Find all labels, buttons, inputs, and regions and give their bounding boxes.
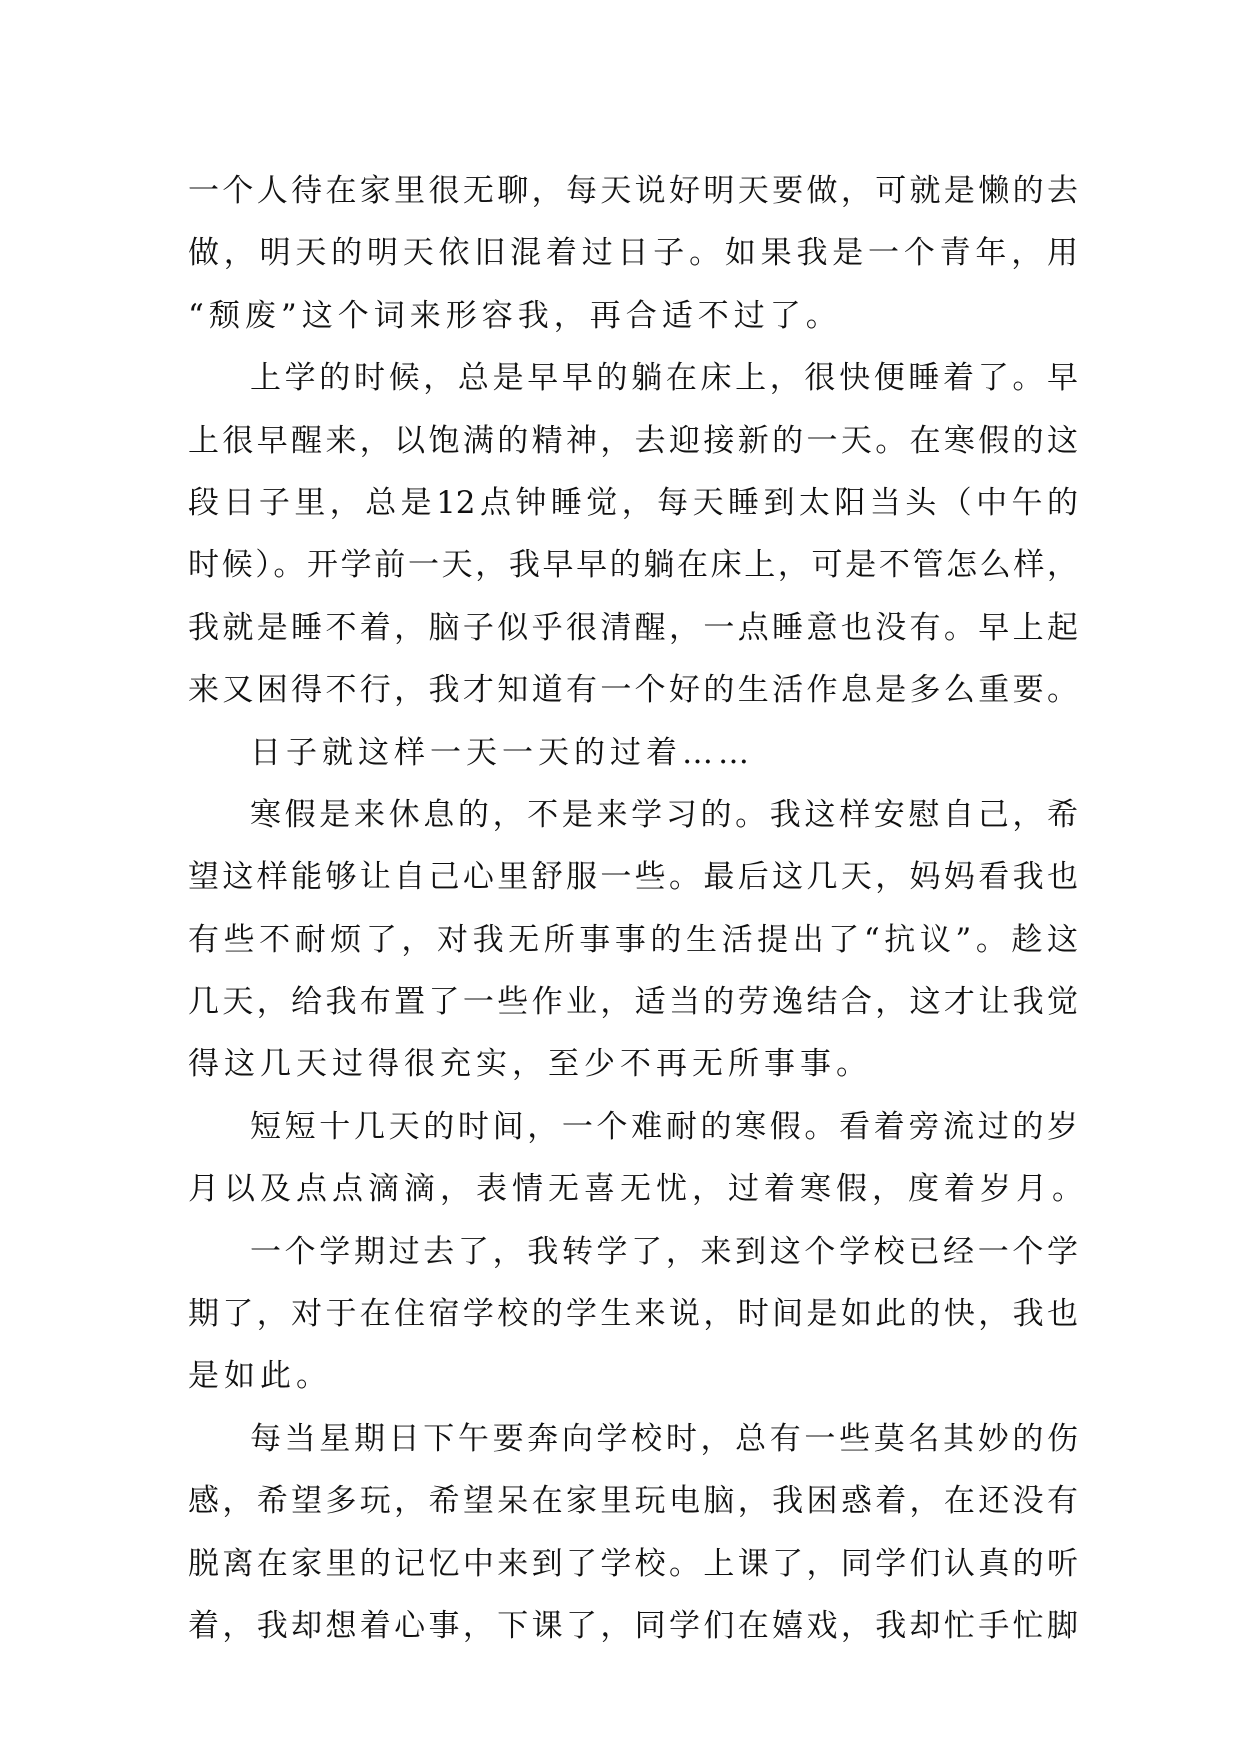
text-line: 一个学期过去了，我转学了，来到这个学校已经一个学 [250, 1233, 1078, 1270]
text-line: 脱离在家里的记忆中来到了学校。上课了，同学们认真的听 [188, 1545, 1078, 1582]
text-line: 一个人待在家里很无聊，每天说好明天要做，可就是懒的去 [188, 173, 1078, 209]
text-line: 上学的时候，总是早早的躺在床上，很快便睡着了。早 [250, 360, 1078, 397]
text-line: 我就是睡不着，脑子似乎很清醒，一点睡意也没有。早上起 [188, 609, 1078, 646]
text-line: 做，明天的明天依旧混着过日子。如果我是一个青年，用 [188, 235, 1078, 272]
text-line: 上很早醒来，以饱满的精神，去迎接新的一天。在寒假的这 [188, 422, 1078, 459]
text-line: 时候）。开学前一天，我早早的躺在床上，可是不管怎么样， [188, 547, 1078, 584]
text-line: 得这几天过得很充实，至少不再无所事事。 [188, 1046, 872, 1083]
document-body [188, 160, 1088, 1657]
text-line: 月以及点点滴滴，表情无喜无忧，过着寒假，度着岁月。 [188, 1171, 1088, 1208]
text-line: 段日子里，总是12点钟睡觉，每天睡到太阳当头（中午的 [188, 484, 1078, 521]
text-line: 期了，对于在住宿学校的学生来说，时间是如此的快，我也 [188, 1296, 1078, 1333]
text-line: 望这样能够让自己心里舒服一些。最后这几天，妈妈看我也 [188, 859, 1078, 896]
text-line: 是如此。 [188, 1358, 332, 1395]
text-line: 每当星期日下午要奔向学校时，总有一些莫名其妙的伤 [250, 1420, 1078, 1457]
text-line: 日子就这样一天一天的过着…… [250, 734, 754, 771]
text-line: 感，希望多玩，希望呆在家里玩电脑，我困惑着，在还没有 [188, 1483, 1078, 1520]
text-line: 有些不耐烦了，对我无所事事的生活提出了“抗议”。趁这 [188, 921, 1078, 958]
text-line: 着，我却想着心事，下课了，同学们在嬉戏，我却忙手忙脚 [188, 1607, 1078, 1644]
text-line: 几天，给我布置了一些作业，适当的劳逸结合，这才让我觉 [188, 984, 1078, 1021]
text-line: 短短十几天的时间，一个难耐的寒假。看着旁流过的岁 [250, 1108, 1078, 1145]
text-line: “颓废”这个词来形容我，再合适不过了。 [188, 297, 842, 334]
text-line: 寒假是来休息的，不是来学习的。我这样安慰自己，希 [250, 796, 1078, 833]
text-line: 来又困得不行，我才知道有一个好的生活作息是多么重要。 [188, 672, 1078, 709]
